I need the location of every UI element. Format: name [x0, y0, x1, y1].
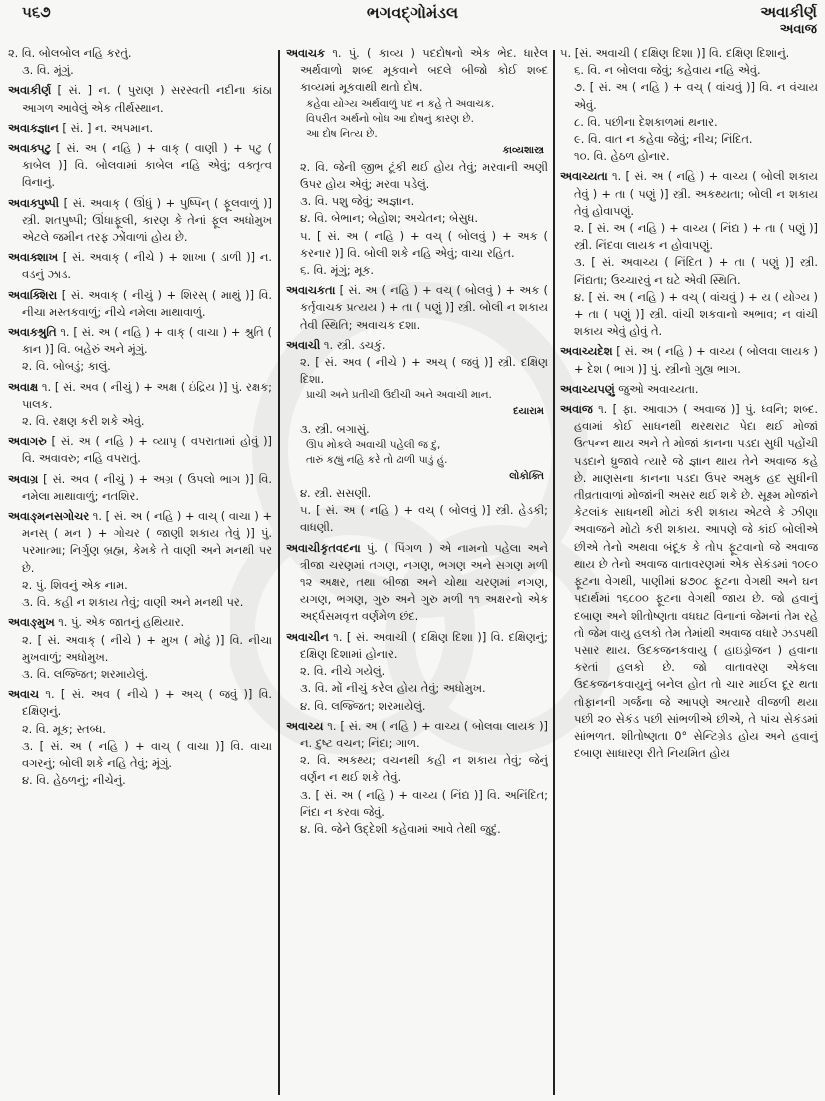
- definition-text: ૫. [સં. અવાચી ( દક્ષિણ દિશા )] વિ. દક્ષિણ દિશાનું.: [560, 46, 790, 60]
- headword: અવાક્ષ: [8, 379, 39, 394]
- entry-sense: ૬. વિ. મૂંગું; મૂક.: [300, 263, 375, 278]
- entry-sense: [286, 663, 548, 680]
- definition-text: ૨. વિ. મૂક; સ્તબ્ધ.: [22, 721, 106, 736]
- headword: અવાચી: [286, 337, 321, 352]
- definition-text: ૩. [ સં. અ ( નહિ ) + વાચ્ય ( નિંદ્ય )] વિ. અનિંદિત; નિંદા ન કરવા જેવું.: [300, 787, 548, 819]
- definition-text: ૨. [ સં. અ ( નહિ ) + વાચ્ય ( નિંદ્ય ) + તા ( પણું )] સ્ત્રી. નિંદવા લાયક ન હોવાપણું.: [574, 221, 818, 253]
- headword: અવાચ્યપણું: [560, 381, 615, 396]
- definition-text: ૨. વિ. અકથ્ય; વચનથી કહી ન શકાય તેવું; જેનું વર્ણન ન થઈ શકે તેવું.: [300, 753, 548, 785]
- page-header: [0, 0, 825, 44]
- entry-sense: [8, 62, 272, 79]
- definition-text: ૩. વિ. મોં નીચું કરેલ હોય તેવું; અધોમુખ.: [300, 681, 486, 696]
- definition-text: [ સં. અવાક્ ( ઊંધું ) + પુષ્પિન્ ( ફૂલવાળું )] સ્ત્રી. શતપુષ્પી; ઊંધાફૂલી, કારણ કે તેનાં ફૂલ અધોમુખ એટલે જમીન તરફ ઝોંવાળાં હોય છે.: [22, 195, 272, 245]
- dictionary-entry: [286, 45, 548, 279]
- entry-sense: [8, 379, 272, 413]
- entry-sense: [560, 381, 818, 398]
- headword: અવાગ્ર: [8, 471, 39, 486]
- headword: અવાક્જ્ઞાન: [8, 120, 59, 135]
- dictionary-entry: [8, 120, 272, 137]
- column-3: [560, 45, 818, 1095]
- headword: અવાઙ્મનસગોચર: [8, 509, 90, 524]
- entry-sense: [8, 632, 272, 666]
- headword: અવાચ: [8, 687, 40, 702]
- quotation-line: તારું કહ્યું નહિ કરે તો ઢાળી પાડું હું.: [306, 453, 448, 466]
- definition-text: ૧. [ ફા. આવાઝ ( અવાજ )] પું. ધ્વનિ; શબ્દ. હવામાં કોઈ સાધનથી થરથરાટ પેદા થઈ મોજાં ઉત્પન્ન થાય અને તે મોજાં કાનના પડદા સુધી પહોંચી પડદાને ધ્રુજાવે ત્યારે જે જ્ઞાન થાય તેને અવાજ કહે છે. માણસના કાનના પડદા ઉપર અમુક હદ સુધીની તીવ્રતાવાળાં મોજાંની અસર થઈ શકે છે. સૂક્ષ્મ મોજાંને કેટલાંક સાધનથી મોટાં કરી શકાય એટલે કે ઝીણા અવાજને મોટો કરી શકાય. આપણે જે કાંઈ બોલીએ છીએ તેનો અથવા બંદૂક કે તોપ ફૂટવાનો જે અવાજ થાય છે તેનો અવાજ વાતાવરણમાં એક સેકંડમાં ૧૦૯૦ ફૂટના વેગથી, પાણીમાં ૪૭૦૮ ફૂટના વેગથી અને ઘન પદાર્થમાં ૧૬૮૦૦ ફૂટના વેગથી જાય છે. જો હવાનું દબાણ અને શીતોષ્ણતા વધઘટ વિનાનાં જેમનાં તેમ રહે તો જેમ વાયુ હલકો તેમ તેમાંથી અવાજ વધારે ઝડપથી પસાર થાય. ઉદકજનકવાયુ ( હાઇડ્રોજન ) હવાના કરતાં હલકો છે. જો વાતાવરણ એકલા ઉદકજનકવાયુનું બનેલ હોત તો ચાર માઈલ દૂર થતા તોફાનની ગર્જના જે આપણે અત્યારે વીજળી થયા પછી ૨૦ સેકંડ પછી સાંભળીએ છીએ, તે પાંચ સેકંડમાં સાંભળત. શીતોષ્ણતા 0° સેન્ટિગ્રેડ હોય અને હવાનું દબાણ સાધારણ રીતે નિયમિત હોય: [574, 402, 818, 761]
- entry-sense: ૨. વિ. જેની જીભ ટૂંકી થઈ હોય તેવું; મરવાની અણી ઉપર હોય એવું; મરવા પડેલું.: [300, 159, 548, 192]
- dictionary-entry: [286, 337, 548, 537]
- definition-text: ૪. વિ. લજ્જિત; શરમાયેલું.: [300, 698, 426, 713]
- definition-text: ૧. [ સં. અ ( નહિ ) + વાક્ ( વાચા ) + શ્રુતિ ( કાન )] વિ. બહેરું અને મૂંગું.: [22, 325, 272, 357]
- entry-sense: [8, 249, 272, 283]
- dictionary-entry: [8, 287, 272, 321]
- definition-text: ૬. વિ. ન બોલવા જેવું; કહેવાય નહિ એવું.: [574, 63, 761, 78]
- running-title: ભગવદ્ગોમંડલ: [366, 3, 459, 22]
- definition-text: [ સં. અવાક્ ( નીચું ) + શિરસ્ ( માથું )] વિ. નીચા મસ્તકવાળું; નીચે નમેલા માથાવાળું.: [22, 287, 272, 319]
- definition-text: ૨. [ સં. અવ ( નીચે ) + અચ્ ( જવું )] સ્ત્રી. દક્ષિણ દિશા.: [300, 355, 548, 387]
- entry-sense: [286, 337, 548, 354]
- guide-word-first: અવાકીર્ણ: [760, 3, 817, 21]
- entry-sense: [286, 282, 548, 334]
- entry-sense: [286, 354, 548, 388]
- dictionary-entry: [8, 614, 272, 683]
- dictionary-entry: [8, 195, 272, 247]
- headword: અવાક્શાખ: [8, 250, 59, 265]
- definition-text: [ સં. અ ( નહિ ) + વાચ્ય ( બોલવા લાયક ) + દેશ ( ભાગ )] પું. સ્ત્રીનો ગુહ્ય ભાગ.: [574, 344, 818, 376]
- guide-word-last: અવાજ: [779, 22, 817, 37]
- entry-sense: [8, 287, 272, 321]
- entry-sense: [8, 120, 272, 137]
- definition-text: ૧. [ સં. અ ( નહિ ) + વાચ્ય ( બોલવા લાયક )] ન. દુષ્ટ વચન; નિંદા; ગાળ.: [300, 718, 548, 750]
- headword: અવાકીર્ણ: [8, 83, 52, 98]
- entry-sense: [8, 686, 272, 720]
- dictionary-entry: [560, 381, 818, 398]
- entry-sense: [286, 698, 548, 715]
- headword: અવાક્શ્રુતિ: [8, 325, 57, 340]
- dictionary-entry: [286, 282, 548, 334]
- headword: અવાક્શિરા: [8, 287, 58, 302]
- dictionary-entry: [8, 249, 272, 283]
- entry-sense: [560, 45, 818, 62]
- entry-sense: [8, 195, 272, 247]
- quotation-line: આ દોષ નિત્ય છે.: [306, 127, 378, 140]
- entry-sense: [8, 433, 272, 467]
- dictionary-entry: [8, 686, 272, 789]
- entry-sense: ૫. [ સં. અ ( નહિ ) + વચ્ ( બોલવું ) + અક ( કરનાર )] વિ. બોલી શકે નહિ એવું; વાચા રહિત.: [300, 228, 548, 260]
- dictionary-entry: [560, 401, 818, 762]
- entry-sense: [560, 148, 818, 165]
- quotation-line: પ્રાચી અને પ્રતીચી ઉદીચી અને અવાચી માન.: [306, 389, 492, 402]
- entry-sense: [8, 508, 272, 577]
- entry-sense: [8, 324, 272, 358]
- definition-text: ૧. [ સં. અવ ( નીચું ) + અક્ષ ( ઇંદ્રિય )] પું. રક્ષક; પાલક.: [22, 379, 272, 411]
- dictionary-entry: [8, 45, 272, 79]
- entry-sense: [560, 343, 818, 377]
- dictionary-entry: [8, 379, 272, 431]
- headword: અવાજ: [560, 402, 593, 417]
- definition-text: ૨. પું. શિવનું એક નામ.: [22, 577, 128, 592]
- entry-sense: [286, 629, 548, 663]
- quotation-source: દયારામ: [513, 406, 544, 418]
- entry-sense: [8, 577, 272, 594]
- dictionary-entry: [8, 508, 272, 611]
- entry-sense: [8, 738, 272, 772]
- definition-text: ૩. વિ. કહી ન શકાય તેવું; વાણી અને મનથી પર.: [22, 595, 244, 610]
- definition-text: [ સં. અવ ( નીચું ) + અગ્ર ( ઉપલો ભાગ )] વિ. નમેલા માથાવાળું; નતશિર.: [22, 471, 272, 503]
- headword: અવાઙ્મુખ: [8, 615, 55, 630]
- quotation-source: લોકોક્તિ: [509, 470, 544, 482]
- definition-text: [ સં. અ ( નહિ ) + વ્યાપૃ ( વપરાતામાં હોવું )] વિ. અવાવરુ; નહિ વપરાતું.: [22, 434, 272, 466]
- headword: અવાચક: [286, 46, 326, 60]
- entry-sense: [560, 289, 818, 341]
- definition-text: [ સં. ] ન. અપમાન.: [62, 120, 154, 135]
- headword: અવાગરુ: [8, 434, 47, 449]
- entry-sense: [560, 79, 818, 113]
- column-2: [286, 45, 548, 1095]
- definition-text: ૨. વિ. રક્ષણ કરી શકે એવું.: [22, 414, 145, 429]
- entry-sense: [560, 114, 818, 131]
- dictionary-entry: [8, 324, 272, 376]
- definition-text: ૪. વિ. હેઠળનું; નીચેનું.: [22, 773, 126, 788]
- entry-sense: [8, 471, 272, 505]
- entry-sense: [8, 594, 272, 611]
- entry-sense: [8, 666, 272, 683]
- definition-text: [ સં. અ ( નહિ ) + વચ્ ( બોલવું ) + અક ( કર્તૃવાચક પ્રત્યય ) + તા ( પણું )] સ્ત્રી. બોલી ન શકાય તેવી સ્થિતિ; અવાચક દશા.: [300, 283, 548, 332]
- entry-sense: [8, 614, 272, 631]
- definition-text: ૧. પું. એક જાતનું હથિયાર.: [58, 615, 185, 630]
- entry-sense: [8, 413, 272, 430]
- dictionary-entry: [286, 718, 548, 838]
- dictionary-entry: [560, 168, 818, 340]
- entry-sense: [286, 752, 548, 786]
- entry-sense: ૫. [ સં. અ ( નહિ ) + વચ્ ( બોલવું )] સ્ત્રી. હેડકી; વાધણી.: [300, 503, 548, 535]
- definition-text: [ સં. અ ( નહિ ) + વાક્ ( વાણી ) + પટુ ( કાબેલ )] વિ. બોલવામાં કાબેલ નહિ એવું; વક્તૃત્વ વિનાનું.: [22, 141, 272, 190]
- entry-sense: [286, 821, 548, 838]
- headword: અવાક્પુષ્પી: [8, 195, 59, 210]
- column-divider: [553, 50, 555, 1095]
- entry-sense: [8, 721, 272, 738]
- dictionary-entry: [8, 82, 272, 116]
- entry-sense: [8, 358, 272, 375]
- quotation-line: ઊપ મોકલે અવાચી પહેલી જ દું,: [306, 438, 441, 451]
- definition-text: ૯. વિ. વાત ન કહેવા જેવું; નીચ; નિંદિત.: [574, 132, 753, 147]
- definition-text: ૩. વિ. મૂંગું.: [22, 63, 74, 78]
- definition-text: ૪. વિ. જેને ઉદ્દેશી કહેવામાં આવે તેથી જુદું.: [300, 821, 501, 836]
- entry-sense: [8, 772, 272, 789]
- entry-sense: ૪. સ્ત્રી. સસણી.: [300, 486, 372, 501]
- headword: અવાક્પટુ: [8, 141, 52, 156]
- entry-sense: [560, 62, 818, 79]
- headword: અવાચ્ય: [286, 718, 324, 733]
- dictionary-entry: [560, 45, 818, 165]
- definition-text: ૧૦. વિ. હેઠળ હોનાર.: [574, 149, 670, 164]
- headword: અવાચ્યદેશ: [560, 344, 613, 359]
- definition-text: ૧. [ સં. અ ( નહિ ) + વાચ્ય ( બોલી શકાય તેવું ) + તા ( પણું )] સ્ત્રી. અકથ્યતા; બોલી ન શકાય તેવું હોવાપણું.: [574, 169, 818, 218]
- definition-text: ૪. [ સં. અ ( નહિ ) + વચ્ ( વાંચવું ) + ય ( યોગ્ય ) + તા ( પણું )] સ્ત્રી. વાંચી શકવાનો અભાવ; ન વાંચી શકાય એવું હોવું તે.: [574, 289, 818, 339]
- entry-sense: [8, 82, 272, 116]
- column-divider: [278, 50, 280, 1095]
- entry-sense: ૩. સ્ત્રી. બગાસું.: [300, 421, 370, 436]
- column-1: [8, 45, 272, 1095]
- definition-text: ૩. [ સં. અવાચ્ય ( નિંદિત ) + તા ( પણું )] સ્ત્રી. નિંદ્યતા; ઉચ્ચારવું ન ઘટે એવી સ્થિતિ.: [574, 255, 818, 287]
- definition-text: ૩. [ સં. અ ( નહિ ) + વાચ્ ( વાચા )] વિ. વાચા વગરનું; બોલી શકે નહિ તેવું; મૂંગું.: [22, 738, 272, 770]
- definition-text: [ સં. અવાક્ ( નીચે ) + શાખા ( ડાળી )] ન. વડનું ઝાડ.: [22, 250, 272, 282]
- definition-text: પું. ( પિંગળ ) એ નામનો પહેલા અને ત્રીજા ચરણમાં તગણ, નગણ, ભગણ અને સગણ મળી ૧૨ અક્ષર, તથા બીજા અને ચોથા ચરણમાં નગણ, યગણ, ભગણ, ગુરુ અને ગુરુ મળી ૧૧ અક્ષરનો એક અર્દ્ધસમવૃત્ત વર્ણમેળ છંદ.: [300, 540, 548, 624]
- quotation-line: વિપરીત અર્થનો બોધ આ દોષનું કારણ છે.: [306, 112, 474, 125]
- definition-text: ૧. [ સં. અ ( નહિ ) + વાચ્ ( વાચા ) + મનસ્ ( મન ) + ગોચર ( જાણી શકાય તેવું )] પું. પરમાત્મા; નિર્ગુણ બ્રહ્મ, કેમકે તે વાણી અને મનથી પર છે.: [22, 509, 272, 575]
- definition-text: ૨. વિ. નીચે ગયેલું.: [300, 664, 386, 679]
- entry-sense: [8, 45, 272, 62]
- definition-text: ૧. [ સં. અવ ( નીચે ) + અચ્ ( જવું )] વિ. દક્ષિણનું.: [22, 687, 272, 719]
- dictionary-entry: [8, 433, 272, 467]
- entry-sense: [560, 131, 818, 148]
- headword: અવાચકતા: [286, 283, 336, 298]
- headword: અવાચ્યતા: [560, 169, 608, 184]
- definition-text: [ સં. ] ન. ( પુરાણ ) સરસ્વતી નદીના કાંઠા આગળ આવેલું એક તીર્થસ્થાન.: [22, 83, 272, 115]
- definition-text: ૨. વિ. બોલબોલ નહિ કરતું.: [8, 46, 132, 60]
- entry-sense: [286, 680, 548, 697]
- entry-sense: [286, 540, 548, 626]
- definition-text: ૨. [ સં. અવાક્ ( નીચે ) + મુખ ( મોઢું )] વિ. નીચા મુખવાળું; અધોમુખ.: [22, 632, 272, 664]
- definition-text: ૩. વિ. લજ્જિત; શરમાયેલું.: [22, 666, 149, 681]
- entry-sense: [286, 718, 548, 752]
- entry-sense: ૩. વિ. પશુ જેવું; અજ્ઞાન.: [300, 194, 415, 209]
- headword: અવાચીકૃતવદના: [286, 540, 361, 555]
- entry-sense: ૪. વિ. બેભાન; બેહોશ; અચેતન; બેસુધ.: [300, 211, 478, 226]
- entry-sense: [286, 45, 548, 97]
- dictionary-entry: [8, 471, 272, 505]
- definition-text: ૧. [ સં. અવાચી ( દક્ષિણ દિશા )] વિ. દક્ષિણનું; દક્ષિણ દિશામાં હોનાર.: [300, 629, 548, 661]
- dictionary-entry: [286, 629, 548, 715]
- definition-text: ૮. વિ. પછીના દેશકાળમાં થનાર.: [574, 114, 718, 129]
- definition-text: ૭. [ સં. અ ( નહિ ) + વચ્ ( વાંચવું )] વિ. ન વંચાય એવું.: [574, 80, 818, 112]
- entry-sense: [560, 254, 818, 288]
- dictionary-entry: [560, 343, 818, 377]
- definition-text: ૧. પું. ( કાવ્ય ) પદદોષનો એક ભેદ. ધારેલ અર્થવાળો શબ્દ મૂકવાને બદલે બીજો કોઈ શબ્દ કાવ્યમાં મૂકવાથી થતો દોષ.: [300, 46, 548, 95]
- entry-sense: [286, 787, 548, 821]
- headword: અવાચીન: [286, 629, 329, 644]
- entry-sense: [560, 168, 818, 220]
- page-number: ૫૬૭: [22, 3, 51, 21]
- definition-text: ૧. સ્ત્રી. ડચકું.: [323, 337, 386, 352]
- entry-sense: [560, 401, 818, 762]
- quotation-source: કાવ્યશાસ્ત્ર: [502, 144, 544, 156]
- dictionary-entry: [8, 140, 272, 192]
- quotation-line: કહેવા યોગ્ય અર્થવાળું પદ ન કહે તે અવાચક.: [306, 97, 495, 110]
- definition-text: જુઓ અવાચ્યતા.: [618, 381, 699, 396]
- entry-sense: [560, 220, 818, 254]
- entry-sense: [8, 140, 272, 192]
- dictionary-entry: [286, 540, 548, 626]
- definition-text: ૨. વિ. બોબડું; કાલું.: [22, 359, 111, 374]
